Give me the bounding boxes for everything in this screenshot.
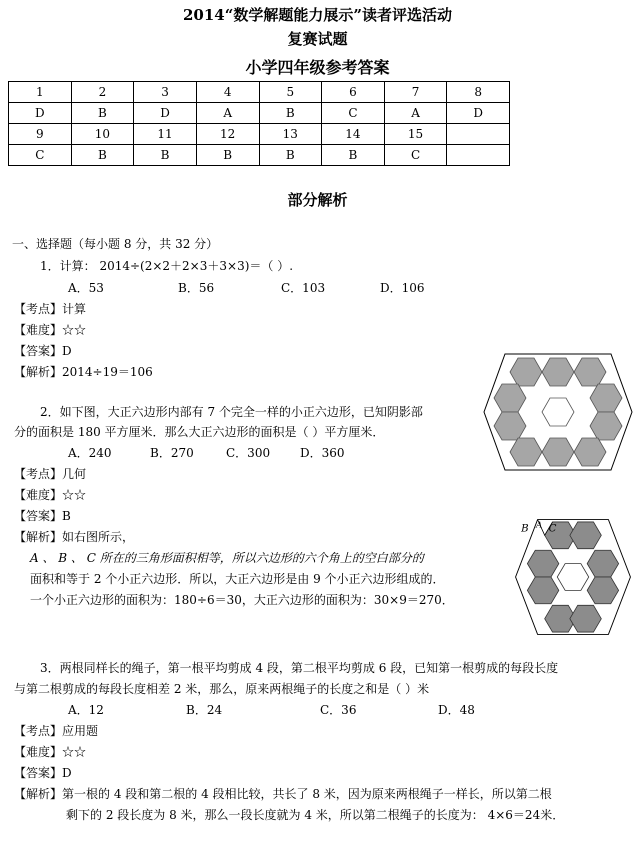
q3-option-b: B．24 <box>186 703 223 717</box>
table-cell <box>447 145 510 166</box>
q3-nandu: 【难度】☆☆ <box>14 745 87 759</box>
q2-stem-line-1: 2．如下图，大正六边形内部有 7 个完全一样的小正六边形，已知阴影部 <box>40 405 423 419</box>
q2-option-a: A．240 <box>68 446 112 460</box>
q1-nandu: 【难度】☆☆ <box>14 323 87 337</box>
q3-stem-line-2: 与第二根剪成的每段长度相差 2 米，那么，原来两根绳子的长度之和是（ ）米 <box>14 682 430 696</box>
table-cell: B <box>71 145 134 166</box>
q1-kaodian: 【考点】计算 <box>14 302 87 316</box>
table-cell: 7 <box>384 82 447 103</box>
q2-option-d: D．360 <box>300 446 345 460</box>
table-cell: 15 <box>384 124 447 145</box>
q1-option-d: D．106 <box>380 281 425 295</box>
q3-daan: 【答案】D <box>14 766 72 780</box>
table-cell: 11 <box>134 124 197 145</box>
table-cell: 13 <box>259 124 322 145</box>
table-cell: 1 <box>9 82 72 103</box>
hexagon-figure-1 <box>483 352 633 472</box>
q1-jiexi: 【解析】2014÷19＝106 <box>14 365 153 379</box>
table-cell: C <box>384 145 447 166</box>
q2-option-b: B．270 <box>150 446 194 460</box>
q3-kaodian: 【考点】应用题 <box>14 724 99 738</box>
q2-jiexi-line-3: 面积和等于 2 个小正六边形．所以，大正六边形是由 9 个小正六边形组成的． <box>30 572 445 586</box>
q1-stem: 1．计算： 2014÷(2×2＋2×3＋3×3)＝（ ）. <box>40 259 294 273</box>
title-line-1: 2014“数学解题能力展示”读者评选活动 <box>182 6 452 24</box>
table-cell: 2 <box>71 82 134 103</box>
q3-jiexi-line-1: 【解析】第一根的 4 段和第二根的 4 段相比较，共长了 8 米，因为原来两根绳子一样长，所以第二根 <box>14 787 552 801</box>
label-b: B <box>521 523 529 535</box>
table-cell: D <box>134 103 197 124</box>
q3-options <box>68 702 488 718</box>
table-row <box>9 103 510 124</box>
table-cell: B <box>71 103 134 124</box>
table-row <box>9 82 510 103</box>
table-cell: B <box>134 145 197 166</box>
q3-option-d: D．48 <box>438 703 475 717</box>
table-cell: A <box>196 103 259 124</box>
table-cell: 10 <box>71 124 134 145</box>
table-cell: B <box>322 145 385 166</box>
table-cell: 3 <box>134 82 197 103</box>
q1-option-b: B．56 <box>178 281 215 295</box>
q3-jiexi-line-2: 剩下的 2 段长度为 8 米，那么一段长度就为 4 米，所以第二根绳子的长度为： 4×6＝24米． <box>66 808 565 822</box>
q3-option-a: A．12 <box>68 703 104 717</box>
table-cell: D <box>9 103 72 124</box>
q2-stem-line-2: 分的面积是 180 平方厘米．那么大正六边形的面积是（ ）平方厘米． <box>14 425 385 439</box>
table-cell: C <box>322 103 385 124</box>
table-cell: 5 <box>259 82 322 103</box>
q2-jiexi-line-4: 一个小正六边形的面积为：180÷6＝30，大正六边形的面积为：30×9＝270． <box>30 593 454 607</box>
label-a: A <box>536 520 543 531</box>
table-cell: 9 <box>9 124 72 145</box>
label-c: C <box>548 523 557 535</box>
q2-nandu: 【难度】☆☆ <box>14 488 87 502</box>
table-cell: B <box>196 145 259 166</box>
table-cell: B <box>259 145 322 166</box>
table-cell: 12 <box>196 124 259 145</box>
table-cell: B <box>259 103 322 124</box>
title-line-3: 小学四年级参考答案 <box>245 58 390 77</box>
q1-option-c: C．103 <box>281 281 326 295</box>
hexagon-figure-2 <box>514 518 632 636</box>
q1-options <box>68 280 468 296</box>
q2-jiexi-line-1: 【解析】如右图所示， <box>14 530 135 544</box>
q2-daan: 【答案】B <box>14 509 71 523</box>
answer-table <box>8 81 510 166</box>
title-line-2: 复赛试题 <box>287 30 348 48</box>
table-cell: 8 <box>447 82 510 103</box>
table-row <box>9 124 510 145</box>
section-title: 部分解析 <box>287 191 348 209</box>
table-cell: 4 <box>196 82 259 103</box>
q2-kaodian: 【考点】几何 <box>14 467 87 481</box>
q2-option-c: C．300 <box>226 446 271 460</box>
q1-daan: 【答案】D <box>14 344 72 358</box>
table-cell <box>447 124 510 145</box>
table-cell: 14 <box>322 124 385 145</box>
table-cell: C <box>9 145 72 166</box>
q2-jiexi-line-2: A 、 B 、 C 所在的三角形面积相等，所以六边形的六个角上的空白部分的 <box>30 551 424 565</box>
q3-option-c: C．36 <box>320 703 357 717</box>
q3-stem-line-1: 3．两根同样长的绳子，第一根平均剪成 4 段，第二根平均剪成 6 段，已知第一根剪成的每段长度 <box>40 661 559 675</box>
q1-option-a: A．53 <box>68 281 104 295</box>
part-heading: 一、选择题（每小题 8 分，共 32 分） <box>12 237 219 251</box>
table-cell: D <box>447 103 510 124</box>
table-cell: 6 <box>322 82 385 103</box>
table-row <box>9 145 510 166</box>
table-cell: A <box>384 103 447 124</box>
q2-options <box>68 445 368 461</box>
